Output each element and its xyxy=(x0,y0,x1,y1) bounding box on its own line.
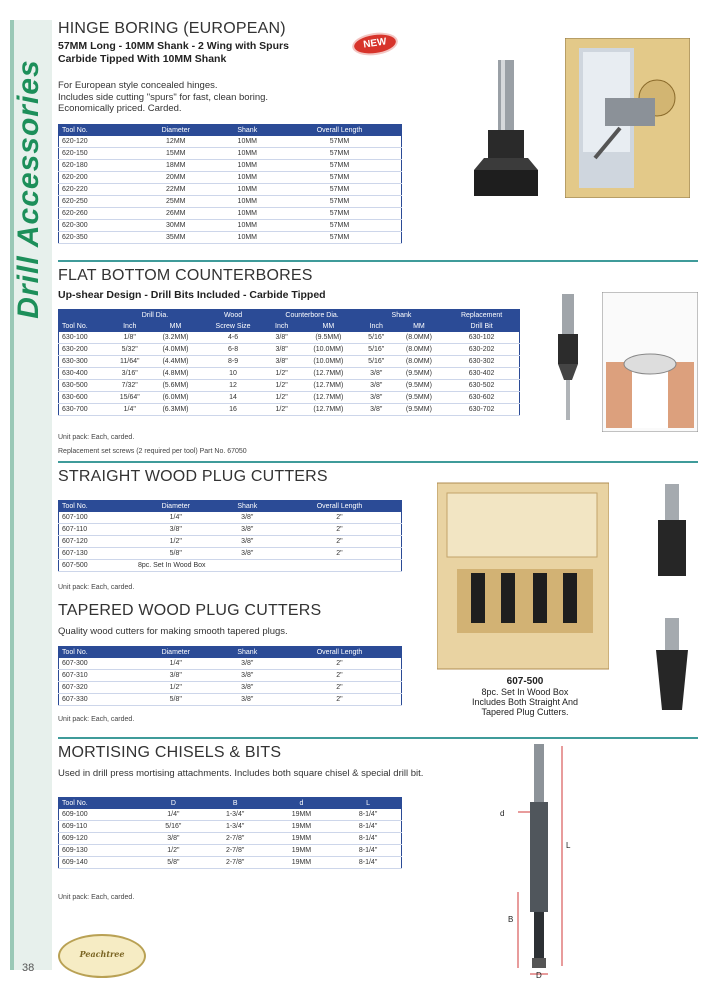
table-cell: 25MM xyxy=(135,196,217,208)
table-cell: 16 xyxy=(201,404,266,416)
table-cell: 10MM xyxy=(217,160,278,172)
table-cell: (8.0MM) xyxy=(394,332,445,344)
table-cell: 620-150 xyxy=(59,148,135,160)
table-header: Tool No. xyxy=(59,501,135,513)
diagram-label-b: B xyxy=(508,915,514,924)
table-row xyxy=(59,184,402,196)
table-cell: 630-502 xyxy=(444,380,519,392)
table-header: Tool No. xyxy=(59,798,145,810)
table-cell: 8-1/4" xyxy=(335,845,401,857)
table-row xyxy=(59,833,402,845)
table-cell: 7/32" xyxy=(109,380,150,392)
table-header: d xyxy=(268,798,336,810)
table-cell: 8-1/4" xyxy=(335,809,401,821)
table-cell: 630-202 xyxy=(444,344,519,356)
table-cell: 57MM xyxy=(278,160,402,172)
table-cell: 630-400 xyxy=(59,368,110,380)
hinge-desc-line: Includes side cutting "spurs" for fast, clean boring. xyxy=(58,91,269,103)
table-cell: 609-140 xyxy=(59,857,145,869)
sidebar-title: Drill Accessories xyxy=(12,59,45,319)
table-cell: 12 xyxy=(201,380,266,392)
table-header-row xyxy=(59,125,402,137)
table-cell: 1/4" xyxy=(144,809,203,821)
table-group-header: Counterbore Dia. xyxy=(265,310,358,322)
table-row xyxy=(59,658,402,670)
counterbore-hole-image xyxy=(602,292,698,432)
table-cell: 630-102 xyxy=(444,332,519,344)
table-cell: 3/8" xyxy=(265,356,298,368)
table-cell: (6.3MM) xyxy=(150,404,201,416)
table-cell: 10MM xyxy=(217,208,278,220)
section-title-counterbores: FLAT BOTTOM COUNTERBORES xyxy=(58,267,313,284)
section-divider xyxy=(58,260,698,262)
table-cell: 3/8" xyxy=(217,548,278,560)
sidebar xyxy=(10,20,48,980)
table-row xyxy=(59,344,520,356)
table-cell: 607-100 xyxy=(59,512,135,524)
table-cell: 5/32" xyxy=(109,344,150,356)
table-cell: 4-6 xyxy=(201,332,266,344)
table-cell: 5/16" xyxy=(359,332,394,344)
table-cell: 10MM xyxy=(217,196,278,208)
table-cell: 3/8" xyxy=(359,392,394,404)
hinge-subtitle-1: 57MM Long - 10MM Shank - 2 Wing with Spurs xyxy=(58,40,289,52)
counterbores-subtitle: Up-shear Design - Drill Bits Included - Carbide Tipped xyxy=(58,289,326,301)
table-group-header: Drill Dia. xyxy=(109,310,201,322)
table-cell: 1/2" xyxy=(265,392,298,404)
table-cell: 1/4" xyxy=(135,658,217,670)
table-row xyxy=(59,172,402,184)
table-row xyxy=(59,160,402,172)
table-cell: 609-100 xyxy=(59,809,145,821)
table-header: Overall Length xyxy=(278,501,402,513)
table-cell: 3/8" xyxy=(217,512,278,524)
table-row xyxy=(59,332,520,344)
section-divider xyxy=(58,737,698,739)
table-cell: 630-302 xyxy=(444,356,519,368)
table-header: Shank xyxy=(217,501,278,513)
table-cell: 3/8" xyxy=(135,524,217,536)
table-cell: 630-402 xyxy=(444,368,519,380)
counterbores-table xyxy=(58,309,520,416)
table-row xyxy=(59,857,402,869)
table-cell: 630-602 xyxy=(444,392,519,404)
table-cell: 630-300 xyxy=(59,356,110,368)
table-cell: 10MM xyxy=(217,136,278,148)
table-cell: 630-700 xyxy=(59,404,110,416)
tapered-description: Quality wood cutters for making smooth tapered plugs. xyxy=(58,626,288,637)
mortising-diagram xyxy=(496,742,576,978)
table-cell: 3/8" xyxy=(135,670,217,682)
table-row xyxy=(59,548,402,560)
table-cell: 607-300 xyxy=(59,658,135,670)
table-header: MM xyxy=(150,321,201,332)
table-header: D xyxy=(144,798,203,810)
table-cell: 8-9 xyxy=(201,356,266,368)
table-cell: 1/2" xyxy=(265,380,298,392)
section-title-tapered: TAPERED WOOD PLUG CUTTERS xyxy=(58,602,322,619)
table-cell: 3/8" xyxy=(265,332,298,344)
table-row xyxy=(59,524,402,536)
table-cell: 1-3/4" xyxy=(203,809,268,821)
table-cell: 30MM xyxy=(135,220,217,232)
table-header: Overall Length xyxy=(278,647,402,659)
hinge-install-image xyxy=(565,38,690,198)
table-header: Tool No. xyxy=(59,125,135,137)
table-cell: 57MM xyxy=(278,208,402,220)
table-cell: 620-260 xyxy=(59,208,135,220)
table-cell: 607-110 xyxy=(59,524,135,536)
table-header-row xyxy=(59,321,520,332)
table-cell: (3.2MM) xyxy=(150,332,201,344)
table-cell: 22MM xyxy=(135,184,217,196)
table-cell: 630-200 xyxy=(59,344,110,356)
table-cell: (4.8MM) xyxy=(150,368,201,380)
table-row xyxy=(59,694,402,706)
hinge-desc-line: For European style concealed hinges. xyxy=(58,80,218,91)
table-cell: 630-702 xyxy=(444,404,519,416)
mortising-table xyxy=(58,797,402,869)
table-row xyxy=(59,232,402,244)
table-cell: 2" xyxy=(278,548,402,560)
table-cell: 3/8" xyxy=(217,658,278,670)
table-row xyxy=(59,356,520,368)
table-cell: 2" xyxy=(278,512,402,524)
table-cell: 3/16" xyxy=(109,368,150,380)
table-header: Screw Size xyxy=(201,321,266,332)
table-group-header: Shank xyxy=(359,310,444,322)
mortising-description: Used in drill press mortising attachments. Includes both square chisel & special drill bit. xyxy=(58,768,424,779)
straight-note: Unit pack: Each, carded. xyxy=(58,584,135,591)
table-cell: 1/2" xyxy=(265,368,298,380)
table-header: Drill Bit xyxy=(444,321,519,332)
table-row xyxy=(59,404,520,416)
table-cell: 3/8" xyxy=(265,344,298,356)
table-cell: 3/8" xyxy=(359,380,394,392)
table-cell: 1/4" xyxy=(109,404,150,416)
table-cell: 6-8 xyxy=(201,344,266,356)
table-cell: 2-7/8" xyxy=(203,857,268,869)
table-row xyxy=(59,845,402,857)
table-row xyxy=(59,208,402,220)
table-cell: (9.5MM) xyxy=(394,368,445,380)
table-cell: 609-110 xyxy=(59,821,145,833)
counterbores-note-1: Unit pack: Each, carded. xyxy=(58,434,135,441)
table-cell: (4.4MM) xyxy=(150,356,201,368)
table-cell: 18MM xyxy=(135,160,217,172)
table-row xyxy=(59,196,402,208)
table-header: Diameter xyxy=(135,125,217,137)
table-cell: 2" xyxy=(278,536,402,548)
straight-cutter-image xyxy=(654,484,690,580)
table-cell: 20MM xyxy=(135,172,217,184)
tapered-table xyxy=(58,646,402,706)
table-cell: 15MM xyxy=(135,148,217,160)
table-cell: 1/2" xyxy=(265,404,298,416)
table-cell: 607-310 xyxy=(59,670,135,682)
table-row xyxy=(59,148,402,160)
hinge-bit-image xyxy=(468,60,548,200)
table-cell: (12.7MM) xyxy=(298,368,359,380)
table-cell: 19MM xyxy=(268,833,336,845)
brand-logo xyxy=(58,934,146,978)
table-cell: (5.6MM) xyxy=(150,380,201,392)
table-cell: 57MM xyxy=(278,232,402,244)
box-caption-line: Tapered Plug Cutters. xyxy=(481,707,569,717)
table-cell: 19MM xyxy=(268,845,336,857)
table-cell: 620-200 xyxy=(59,172,135,184)
table-cell: (12.7MM) xyxy=(298,404,359,416)
table-row xyxy=(59,136,402,148)
section-title-mortising: MORTISING CHISELS & BITS xyxy=(58,744,282,761)
table-cell: 5/8" xyxy=(135,548,217,560)
table-cell: 19MM xyxy=(268,821,336,833)
table-header: Inch xyxy=(265,321,298,332)
counterbores-note-2: Replacement set screws (2 required per tool) Part No. 67050 xyxy=(58,448,247,455)
table-cell: 3/8" xyxy=(217,682,278,694)
table-row xyxy=(59,670,402,682)
table-cell: 3/8" xyxy=(144,833,203,845)
counterbore-bit-image xyxy=(548,294,588,434)
table-row xyxy=(59,220,402,232)
table-cell: 11/64" xyxy=(109,356,150,368)
table-cell: 10MM xyxy=(217,220,278,232)
tapered-cutter-image xyxy=(652,618,692,714)
new-badge: NEW xyxy=(351,30,400,58)
table-cell: 26MM xyxy=(135,208,217,220)
table-cell: 5/8" xyxy=(144,857,203,869)
table-cell: 5/16" xyxy=(359,356,394,368)
table-cell: 5/16" xyxy=(359,344,394,356)
table-header: Shank xyxy=(217,125,278,137)
tapered-note: Unit pack: Each, carded. xyxy=(58,716,135,723)
table-header: L xyxy=(335,798,401,810)
table-cell: 14 xyxy=(201,392,266,404)
table-header-row xyxy=(59,501,402,513)
table-header: Tool No. xyxy=(59,647,135,659)
table-cell: 620-120 xyxy=(59,136,135,148)
table-cell: 607-130 xyxy=(59,548,135,560)
box-caption-line: 8pc. Set In Wood Box xyxy=(481,687,569,697)
table-cell: 607-120 xyxy=(59,536,135,548)
table-cell: 3/8" xyxy=(217,694,278,706)
table-row xyxy=(59,682,402,694)
hinge-desc-line: Economically priced. Carded. xyxy=(58,103,182,114)
table-row xyxy=(59,512,402,524)
table-cell: (12.7MM) xyxy=(298,392,359,404)
table-cell: 35MM xyxy=(135,232,217,244)
table-cell: (9.5MM) xyxy=(394,392,445,404)
table-cell: 620-220 xyxy=(59,184,135,196)
table-cell: 57MM xyxy=(278,172,402,184)
table-group-header xyxy=(59,310,110,322)
hinge-table xyxy=(58,124,402,244)
table-group-header-row xyxy=(59,310,520,322)
table-cell: (9.5MM) xyxy=(394,380,445,392)
section-title-straight: STRAIGHT WOOD PLUG CUTTERS xyxy=(58,468,328,485)
logo-text: Peachtree xyxy=(79,949,125,959)
table-cell: 1-3/4" xyxy=(203,821,268,833)
table-cell: 2" xyxy=(278,694,402,706)
table-cell: 12MM xyxy=(135,136,217,148)
table-cell: 607-320 xyxy=(59,682,135,694)
table-header: Tool No. xyxy=(59,321,110,332)
table-cell: 2-7/8" xyxy=(203,833,268,845)
table-cell: 630-600 xyxy=(59,392,110,404)
hinge-description xyxy=(58,80,268,115)
table-header: Shank xyxy=(217,647,278,659)
table-cell: 630-500 xyxy=(59,380,110,392)
table-cell: 10 xyxy=(201,368,266,380)
table-group-header: Replacement xyxy=(444,310,519,322)
table-cell: (9.5MM) xyxy=(298,332,359,344)
table-cell: 57MM xyxy=(278,148,402,160)
table-cell: 57MM xyxy=(278,136,402,148)
table-cell: 19MM xyxy=(268,857,336,869)
diagram-label-l: L xyxy=(566,841,571,850)
table-cell: (10.0MM) xyxy=(298,344,359,356)
table-header: Inch xyxy=(359,321,394,332)
table-cell: (8.0MM) xyxy=(394,356,445,368)
section-divider xyxy=(58,461,698,463)
table-cell: 3/8" xyxy=(359,368,394,380)
table-cell: 19MM xyxy=(268,809,336,821)
table-cell: (8.0MM) xyxy=(394,344,445,356)
diagram-label-d: d xyxy=(500,809,505,818)
table-header: MM xyxy=(394,321,445,332)
table-cell: 1/2" xyxy=(135,536,217,548)
table-cell: 10MM xyxy=(217,172,278,184)
table-header: Diameter xyxy=(135,647,217,659)
table-header: Inch xyxy=(109,321,150,332)
table-cell: 1/2" xyxy=(135,682,217,694)
table-cell: 607-330 xyxy=(59,694,135,706)
table-cell: 620-350 xyxy=(59,232,135,244)
table-row xyxy=(59,809,402,821)
table-row xyxy=(59,536,402,548)
straight-table xyxy=(58,500,402,572)
table-header: MM xyxy=(298,321,359,332)
table-cell: 620-250 xyxy=(59,196,135,208)
table-group-header: Wood xyxy=(201,310,266,322)
table-cell: 1/4" xyxy=(135,512,217,524)
table-row xyxy=(59,380,520,392)
table-row xyxy=(59,392,520,404)
diagram-label-big-d: D xyxy=(536,971,542,978)
plug-cutter-box-image xyxy=(437,473,609,671)
hinge-subtitle-2: Carbide Tipped With 10MM Shank xyxy=(58,53,227,65)
table-cell: 630-100 xyxy=(59,332,110,344)
table-cell: 5/8" xyxy=(135,694,217,706)
table-cell: 3/8" xyxy=(217,670,278,682)
table-cell: 57MM xyxy=(278,184,402,196)
table-header: B xyxy=(203,798,268,810)
table-cell: (4.0MM) xyxy=(150,344,201,356)
table-cell: 3/8" xyxy=(217,524,278,536)
table-cell: (12.7MM) xyxy=(298,380,359,392)
table-cell: 2" xyxy=(278,524,402,536)
table-cell: 57MM xyxy=(278,220,402,232)
box-caption-part: 607-500 xyxy=(506,676,544,687)
table-cell: (6.0MM) xyxy=(150,392,201,404)
box-caption xyxy=(443,676,607,717)
table-cell: (10.0MM) xyxy=(298,356,359,368)
table-cell: 3/8" xyxy=(217,536,278,548)
section-title-hinge: HINGE BORING (EUROPEAN) xyxy=(58,20,286,37)
table-header-row xyxy=(59,647,402,659)
table-cell: 609-120 xyxy=(59,833,145,845)
table-cell: 10MM xyxy=(217,232,278,244)
table-header: Overall Length xyxy=(278,125,402,137)
table-cell: 620-300 xyxy=(59,220,135,232)
table-cell: 620-180 xyxy=(59,160,135,172)
table-cell: 609-130 xyxy=(59,845,145,857)
table-cell: 2" xyxy=(278,670,402,682)
table-cell: 2" xyxy=(278,658,402,670)
table-cell: 10MM xyxy=(217,184,278,196)
table-cell: 8-1/4" xyxy=(335,833,401,845)
table-cell: 1/8" xyxy=(109,332,150,344)
table-cell: 57MM xyxy=(278,196,402,208)
table-cell: (9.5MM) xyxy=(394,404,445,416)
box-caption-line: Includes Both Straight And xyxy=(471,697,579,707)
table-row-set xyxy=(59,560,402,572)
table-row xyxy=(59,821,402,833)
mortising-note: Unit pack: Each, carded. xyxy=(58,894,135,901)
table-cell: 2-7/8" xyxy=(203,845,268,857)
page-number: 38 xyxy=(22,962,35,974)
table-cell: 3/8" xyxy=(359,404,394,416)
table-header: Diameter xyxy=(135,501,217,513)
table-row xyxy=(59,368,520,380)
table-cell: 5/16" xyxy=(144,821,203,833)
table-cell: 607-500 xyxy=(59,560,135,572)
table-cell: 15/64" xyxy=(109,392,150,404)
table-header-row xyxy=(59,798,402,810)
table-cell: 2" xyxy=(278,682,402,694)
table-cell: 1/2" xyxy=(144,845,203,857)
table-cell: 8-1/4" xyxy=(335,857,401,869)
table-cell: 10MM xyxy=(217,148,278,160)
table-cell: 8pc. Set In Wood Box xyxy=(135,560,402,572)
table-cell: 8-1/4" xyxy=(335,821,401,833)
